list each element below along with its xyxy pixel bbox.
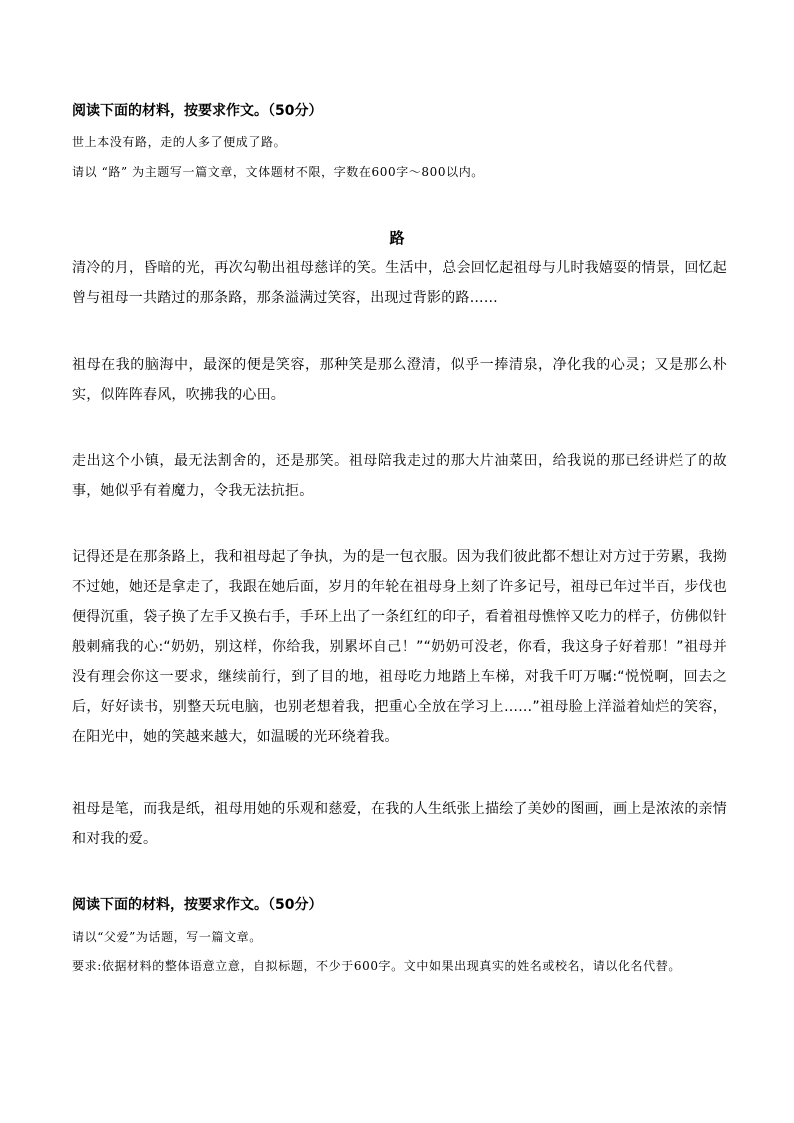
essay-paragraph-5: 祖母是笔，而我是纸，祖母用她的乐观和慈爱，在我的人生纸张上描绘了美妙的图画，画上是浓浓的亲情和对我的爱。 [72, 801, 727, 847]
section-1-instruction: 请以 “路” 为主题写一篇文章，文体题材不限，字数在600字～800以内。 [72, 165, 484, 179]
essay-paragraph-3: 走出这个小镇，最无法割舍的，还是那笑。祖母陪我走过的那大片油菜田，给我说的那已经讲烂了的故事，她似乎有着魔力，令我无法抗拒。 [72, 453, 727, 499]
section-1-material: 世上本没有路，走的人多了便成了路。 [72, 135, 287, 149]
essay-paragraph-2: 祖母在我的脑海中，最深的便是笑容，那种笑是那么澄清，似乎一捧清泉，净化我的心灵；又是那么朴实，似阵阵春风，吹拂我的心田。 [72, 357, 727, 403]
essay-paragraph-4: 记得还是在那条路上，我和祖母起了争执，为的是一包衣服。因为我们彼此都不想让对方过于劳累，我拗不过她，她还是拿走了，我跟在她后面，岁月的年轮在祖母身上刻了许多记号，祖母已年过半百，步伐也便得沉重，袋子换了左手又换右手，手环上出了一条红红的印子，看着祖母憔悴又吃力的样子，仿佛似针般刺痛我的心:“奶奶，别这样，你给我，别累坏自己！”“奶奶可没老，你看，我这身子好着那！”祖母并没有理会你这一要求，继续前行，到了目的地，祖母吃力地踏上车梯，对我千叮万嘱:“悦悦啊，回去之后，好好读书，别整天玩电脑，也别老想着我，把重心全放在学习上……”祖母脸上洋溢着灿烂的笑容，在阳光中，她的笑越来越大，如温暖的光环绕着我。 [72, 549, 727, 745]
section-2-heading: 阅读下面的材料，按要求作文。（50分） [72, 897, 323, 913]
essay-paragraph-1: 清冷的月，昏暗的光，再次勾勒出祖母慈详的笑。生活中，总会回忆起祖母与儿时我嬉耍的情景，回忆起曾与祖母一共踏过的那条路，那条溢满过笑容，出现过背影的路…… [72, 260, 727, 306]
section-2-requirement: 要求:依据材料的整体语意立意，自拟标题，不少于600字。文中如果出现真实的姓名或校名，请以化名代替。 [72, 959, 681, 973]
section-1-heading: 阅读下面的材料，按要求作文。（50分） [72, 103, 323, 119]
section-2-prompt: 请以“父爱”为话题，写一篇文章。 [72, 930, 262, 944]
essay-title: 路 [389, 229, 405, 247]
